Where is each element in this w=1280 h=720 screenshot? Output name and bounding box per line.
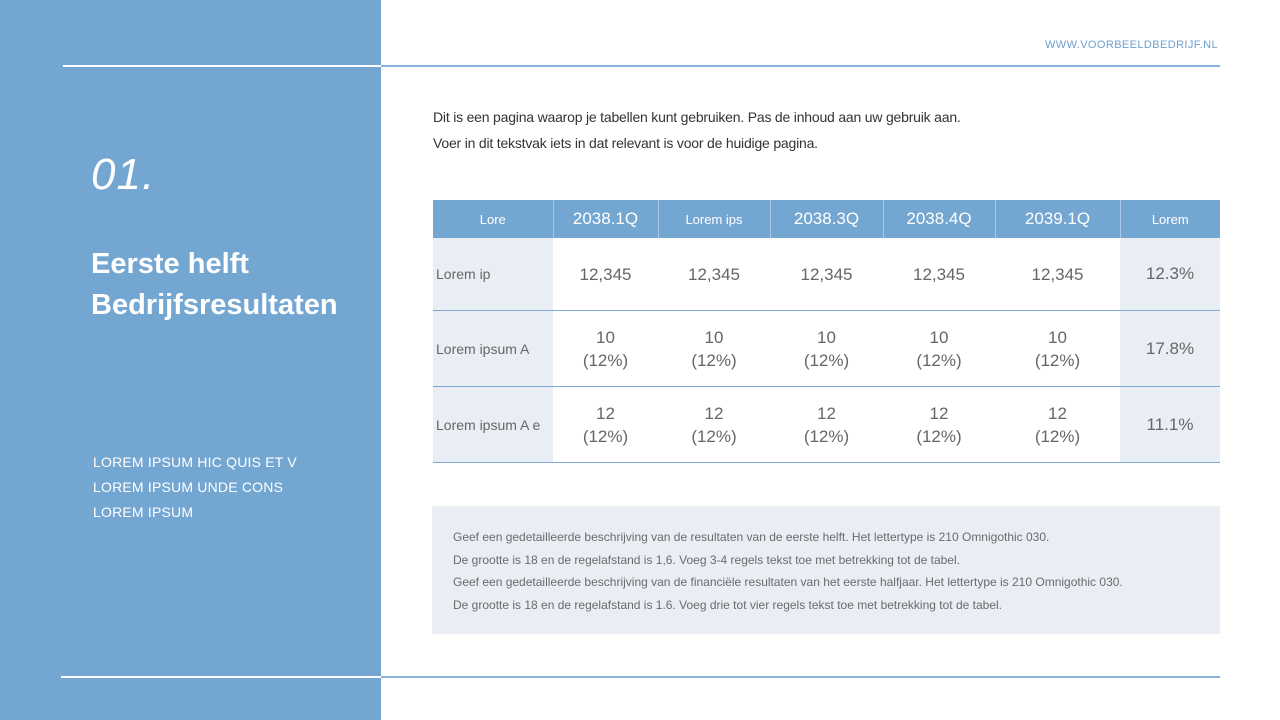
cell-value: 12,345 — [579, 264, 632, 284]
cell-share: (12%) — [803, 426, 850, 446]
divider-top-left — [63, 65, 381, 67]
table-cell — [658, 387, 770, 463]
cell-value: 12 — [1048, 403, 1067, 423]
table-header-cell: Lorem ips — [658, 200, 770, 238]
table-header-cell: 2038.4Q — [883, 200, 995, 238]
cell-share: (12%) — [691, 426, 737, 446]
cell-value: 12,345 — [913, 264, 965, 284]
cell-value: 12,345 — [800, 264, 853, 284]
description-line: Geef een gedetailleerde beschrijving van de resultaten van de eerste helft. Het lettertype is 210 Omnigothic 030. — [453, 530, 1050, 544]
description-box — [432, 506, 1220, 634]
row-percentage: 17.8% — [1120, 311, 1220, 387]
intro-line: Dit is een pagina waarop je tabellen kunt gebruiken. Pas de inhoud aan uw gebruik aan. — [433, 109, 961, 125]
table-cell — [658, 238, 770, 311]
table-header-row — [433, 200, 1220, 238]
cell-value: 12,345 — [1031, 264, 1084, 284]
table-cell — [883, 311, 995, 387]
cell-value: 12 — [929, 403, 949, 423]
row-percentage: 12.3% — [1120, 238, 1220, 311]
cell-share: (12%) — [582, 350, 629, 370]
table-cell — [770, 387, 883, 463]
row-percentage: 11.1% — [1120, 387, 1220, 463]
cell-share: (12%) — [1034, 426, 1081, 446]
divider-bottom-left — [61, 676, 381, 678]
intro-line: Voer in dit tekstvak iets in dat relevant is voor de huidige pagina. — [433, 135, 818, 151]
table-cell — [883, 387, 995, 463]
left-panel — [0, 0, 381, 720]
cell-share: (12%) — [803, 350, 850, 370]
table-header-cell: 2039.1Q — [995, 200, 1120, 238]
table-header-cell: 2038.3Q — [770, 200, 883, 238]
cell-value: 12 — [704, 403, 724, 423]
table-cell — [883, 238, 995, 311]
left-list-item: LOREM IPSUM HIC QUIS ET V — [93, 454, 297, 470]
cell-value: 12 — [596, 403, 615, 423]
divider-bottom-right — [381, 676, 1220, 678]
section-title — [91, 244, 376, 326]
left-list-item: LOREM IPSUM UNDE CONS — [93, 479, 284, 495]
website-url[interactable]: WWW.VOORBEELDBEDRIJF.NL — [1045, 39, 1218, 51]
table-cell — [770, 238, 883, 311]
cell-value: 12,345 — [688, 264, 740, 284]
divider-top-right — [381, 65, 1220, 67]
table-cell — [995, 238, 1120, 311]
table-cell — [995, 311, 1120, 387]
description-line: Geef een gedetailleerde beschrijving van de financiële resultaten van het eerste halfjaar. Het lettertype is 210 Omnigothic 030. — [453, 575, 1123, 589]
table-row — [433, 387, 1220, 463]
cell-value: 10 — [817, 327, 836, 347]
table-cell — [553, 311, 658, 387]
cell-value: 10 — [929, 327, 949, 347]
left-list — [93, 450, 297, 525]
table-header-cell: Lore — [433, 200, 553, 238]
cell-share: (12%) — [916, 426, 962, 446]
table-cell — [770, 311, 883, 387]
cell-share: (12%) — [691, 350, 737, 370]
table-header-cell: Lorem — [1120, 200, 1220, 238]
cell-share: (12%) — [1034, 350, 1081, 370]
left-list-item: LOREM IPSUM — [93, 504, 194, 520]
results-table — [433, 200, 1220, 463]
section-title-line-1: Eerste helft — [91, 248, 249, 280]
intro-text — [433, 104, 961, 156]
table-row — [433, 311, 1220, 387]
table-cell — [553, 238, 658, 311]
table-cell — [553, 387, 658, 463]
cell-value: 10 — [1048, 327, 1067, 347]
cell-value: 12 — [817, 403, 836, 423]
row-label: Lorem ipsum A — [433, 311, 553, 387]
table-header-cell: 2038.1Q — [553, 200, 658, 238]
table-cell — [995, 387, 1120, 463]
description-line: De grootte is 18 en de regelafstand is 1,6. Voeg 3-4 regels tekst toe met betrekking tot de tabel. — [453, 552, 960, 567]
row-label: Lorem ip — [433, 238, 553, 311]
section-number: 01. — [91, 150, 156, 199]
table-cell — [658, 311, 770, 387]
cell-share: (12%) — [582, 426, 629, 446]
section-title-line-2: Bedrijfsresultaten — [91, 289, 338, 321]
row-label: Lorem ipsum A e — [433, 387, 553, 463]
cell-value: 10 — [704, 327, 724, 347]
table-row — [433, 238, 1220, 311]
cell-share: (12%) — [916, 350, 962, 370]
cell-value: 10 — [596, 327, 615, 347]
description-line: De grootte is 18 en de regelafstand is 1.6. Voeg drie tot vier regels tekst toe met betrekking tot de tabel. — [453, 597, 1002, 612]
